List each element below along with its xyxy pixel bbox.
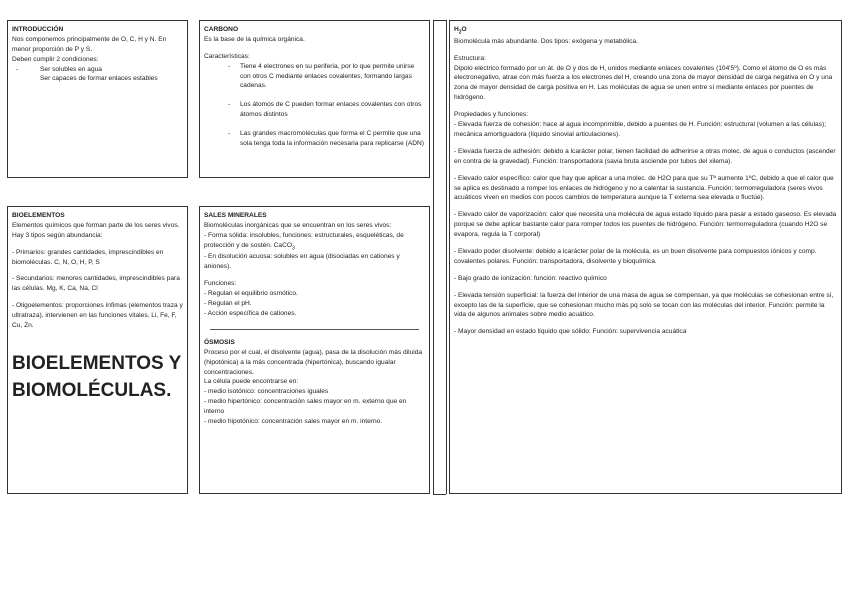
osmosis-item: - medio hipertónico: concentración sales mayor en m. externo que en interno — [204, 398, 407, 416]
sales-forma-solida — [204, 231, 425, 253]
carbono-features-label: Características: — [204, 52, 250, 60]
column-gap-line — [433, 20, 434, 494]
carbono-text: Es la base de la química orgánica. — [204, 35, 305, 43]
osmosis-cell: La célula puede encontrarse en: — [204, 378, 299, 386]
agua-prop-item: - Mayor densidad en estado líquido que sólido: Función: supervivencia acuática — [454, 328, 687, 336]
agua-prop-item: - Elevado calor de vaporización: calor que necesita una molécula de agua estado líquido para pasar a estado gaseoso. Es elevada porque se debe aplicar bastante calor para romper todos los puentes de hidrógeno. Función: termorreguladora (cuando H2O se evapora, regula la T corporal) — [454, 211, 837, 239]
intro-title: INTRODUCCIÓN — [12, 26, 64, 33]
agua-estructura-label: Estructura: — [454, 54, 486, 62]
sales-title: SALES MINERALES — [204, 212, 267, 219]
bioelementos-text: Elementos químicos que forman parte de los seres vivos. — [12, 221, 180, 229]
bioelementos-types: Hay 3 tipos según abundancia: — [12, 231, 103, 239]
agua-title-h: H — [454, 26, 459, 33]
panel-bioelementos — [7, 206, 188, 494]
agua-props-label: Propiedades y funciones: — [454, 111, 529, 119]
carbono-feature-item: - Los átomos de C pueden formar enlaces covalentes con otros átomos distintos — [204, 100, 425, 120]
agua-prop-item: - Elevado poder disolvente: debido a lcarácter polar de la molécula, es un buen disolvente para compuestos iónicos y comp. covalentes polares. Función: transportadora, disolvente y bioquímica. — [454, 247, 817, 265]
column-gap-line — [446, 20, 447, 494]
intro-condition-item: - Ser solubles en agua — [12, 65, 183, 75]
agua-text: Biomolécula más abundante. Dos tipos: exógena y metabólica. — [454, 37, 639, 45]
intro-text: Nos componemos principalmente de O, C, H y N. En menor proporción de P y S. — [12, 35, 167, 53]
osmosis-title: ÓSMOSIS — [204, 338, 235, 346]
agua-prop-item: - Elevado calor específico: calor que hay que aplicar a una molec. de H2O para que su Tª aumente 1ºC, debido a que el calor que se aplica es destinado a romper los enlaces de hidrógeno y no a calentar la sustancia. Función: termorreguladora (seres vivos acuáticos viven en medios con pocos cambios de temperatura aunque la T externa sea elevada o fluctúe). — [454, 174, 834, 202]
panel-introduccion — [7, 20, 188, 178]
osmosis-item: - medio isotónico: concentraciones iguales — [204, 388, 329, 396]
osmosis-text: Proceso por el cual, el disolvente (agua), pasa de la disolución más diluida (hipotónica) a la más concentrada (hipertónica), buscando igualar concentraciones. — [204, 348, 423, 376]
agua-prop-item: - Bajo grado de ionización: función: reactivo químico — [454, 274, 607, 282]
agua-prop-item: - Elevada tensión superficial: la fuerza del interior de una masa de agua se compensan, ya que moléculas se cohesionan entre sí, excepto las de la superficie, que se cohesionan mucho más pq solo se tocan con las moléculas del interior. Función: permite la vida de algunos animales sobre medio acuático. — [454, 291, 834, 319]
sales-text: Biomoléculas inorgánicas que se encuentran en los seres vivos: — [204, 221, 392, 229]
column-gap-line — [433, 20, 446, 21]
agua-prop-item: - Elevada fuerza de adhesión: debido a lcarácter polar, tienen facilidad de adherirse a otras molec. de agua o conductos (ascender en contra de la gravedad). Función: transportadora (savia bruta asciende por tubos del xilema). — [454, 147, 836, 165]
column-gap-line — [433, 494, 446, 495]
sales-forma-solida-text: - Forma sólida: insolubles, funciones: estructurales, esqueléticas, de protección y de sostén. CaCO — [204, 231, 404, 249]
sales-funcion-item: - Regulan el equilibrio osmótico. — [204, 290, 298, 298]
bioelementos-secundarios: - Secundarios: menores cantidades, imprescindibles para las células. Mg, K, Ca, Na, Cl — [12, 275, 180, 293]
agua-title-subscript: 2 — [458, 29, 462, 36]
agua-estructura: Dipolo eléctrico formado por un át. de O y dos de H, unidos mediante enlaces covalentes (104'5º). Como el átomo de O es más electronegativo, atrae con más fuerza a los electrones del H, creando una zona de mayor densidad de carga negativa en O y una zona de mayor densidad de carga positiva en H. Las moléculas de agua se unen entre sí mediante enlaces por puentes de hidrógeno. — [454, 64, 833, 102]
agua-title-o: O — [461, 26, 467, 33]
panel-agua — [449, 20, 842, 494]
panel-carbono — [199, 20, 430, 178]
bioelementos-oligoelementos: - Oligoelementos: proporciones ínfimas (elementos traza y ultratraza), intervienen en las funciones vitales. Li, Fe, F, Cu, Zn. — [12, 302, 183, 330]
sales-funcion-item: - Regulan el pH. — [204, 300, 252, 308]
sales-disolucion: - En disolución acuosa: solubles en agua (disociadas en cationes y aniones). — [204, 253, 400, 271]
section-divider — [210, 329, 419, 330]
carbono-feature-item: - Las grandes macromoléculas que forma el C permite que una sola tenga toda la información necesaria para replicarse (ADN) — [204, 129, 425, 149]
bioelementos-title: BIOELEMENTOS — [12, 212, 65, 219]
sales-funciones-label: Funciones: — [204, 280, 237, 288]
osmosis-item: - medio hipotónico: concentración sales mayor en m. interno. — [204, 417, 383, 425]
carbono-features-list — [204, 62, 425, 149]
sales-forma-solida-subscript: 3 — [291, 244, 295, 251]
intro-condition-item: - Ser capaces de formar enlaces estables — [12, 74, 183, 84]
agua-prop-item: - Elevada fuerza de cohesión: hace al agua incomprimible, debido a puentes de H. Función: estructural (volumen a las células); mecánica amortiguadora (líquido sinovial articulaciones). — [454, 121, 827, 138]
sales-funcion-item: - Acción específica de cationes. — [204, 309, 297, 317]
intro-conditions-list — [12, 65, 183, 85]
carbono-title: CARBONO — [204, 26, 239, 33]
bioelementos-primarios: - Primarios: grandes cantidades, imprescindibles en biomoléculas. C, N, O, H, P, S — [12, 248, 164, 266]
agua-title — [454, 25, 837, 37]
document-main-title: BIOELEMENTOS Y BIOMOLÉCULAS. — [12, 352, 181, 401]
panel-sales-minerales — [199, 206, 430, 494]
carbono-feature-item: - Tiene 4 electrones en su periferia, por lo que permite unirse con otros C mediante enlaces covalentes, formando largas cadenas. — [204, 62, 425, 92]
intro-conditions-label: Deben cumplir 2 condiciones: — [12, 55, 99, 63]
